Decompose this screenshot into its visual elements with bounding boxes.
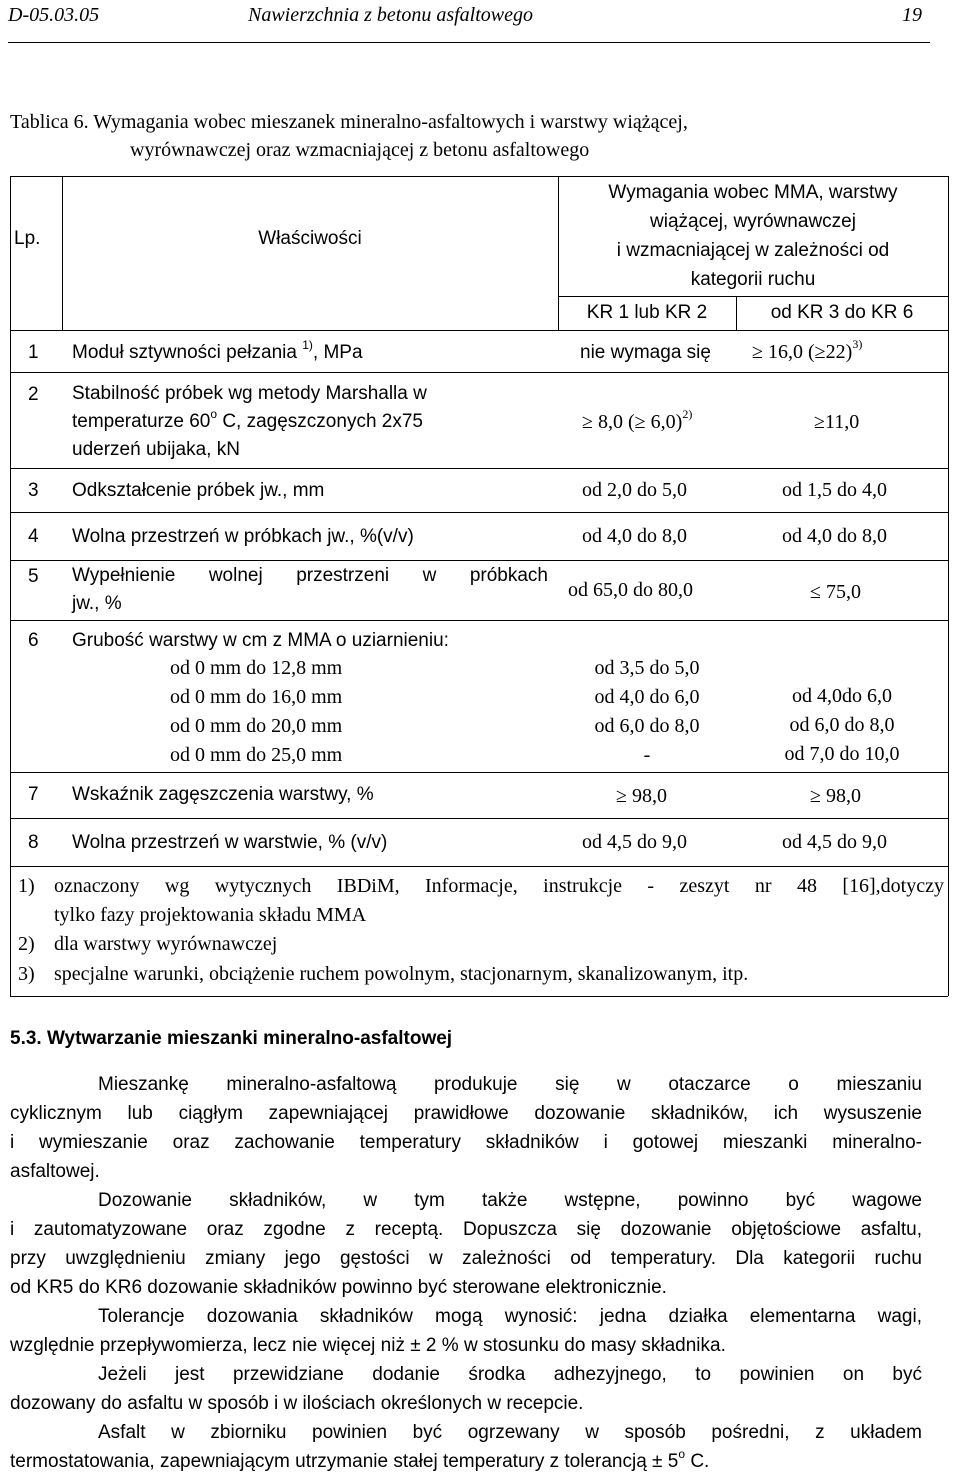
- section-heading: 5.3. Wytwarzanie mieszanki mineralno-asfaltowej: [10, 1028, 453, 1049]
- row-subitems: od 0 mm do 12,8 mm od 0 mm do 16,0 mm od 0 mm do 20,0 mm od 0 mm do 25,0 mm: [170, 657, 343, 766]
- col-header-lp: Lp.: [14, 228, 41, 249]
- row-value-kr12: od 2,0 do 5,0: [582, 479, 687, 501]
- col-header-kr36: od KR 3 do KR 6: [770, 302, 914, 323]
- footnote-text: oznaczony wg wytycznych IBDiM, Informacje, instrukcje - zeszyt nr 48 [16],dotyczy tylko fazy projektowania składu MMA: [54, 875, 944, 926]
- row-property: Wolna przestrzeń w próbkach jw., %(v/v): [72, 526, 414, 547]
- paragraph-5: Asfalt w zbiorniku powinien być ogrzewany w sposób pośredni, z układem termostatowania, zapewniającym utrzymanie stałej temperatury z tolerancją ± $5^o$ C.: [10, 1422, 922, 1472]
- row-number: 2: [28, 384, 39, 405]
- paragraph-1: Mieszankę mineralno-asfaltową produkuje się w otaczarce o mieszaniu cyklicznym lub ciągłym zapewniającej prawidłowe dozowanie składników, ich wysuszenie i wymieszanie oraz zachowanie temperatury składników i gotowej mieszanki mineralno- asfaltowej.: [10, 1074, 922, 1182]
- paragraph-2: Dozowanie składników, w tym także wstępne, powinno być wagowe i zautomatyzowane oraz zgodne z receptą. Dopuszcza się dozowanie objętościowe asfaltu, przy uwzględnieniu zmiany jego gęstości w zależności od temperatury. Dla kategorii ruchu od KR5 do KR6 dozowanie składników powinno być sterowane elektronicznie.: [10, 1190, 922, 1298]
- row-value-kr12: nie wymaga się: [580, 342, 711, 363]
- doc-title: Nawierzchnia z betonu asfaltowego: [248, 4, 533, 26]
- caption-line-2: wyrównawczej oraz wzmacniającej z betonu asfaltowego: [130, 139, 590, 161]
- row-value-kr12: od 4,0 do 8,0: [582, 525, 687, 547]
- grid-line: [558, 296, 948, 297]
- row-property: Wskaźnik zagęszczenia warstwy, %: [72, 784, 374, 805]
- row-value-kr36: ≤ 75,0: [810, 581, 861, 603]
- row-value-kr12: ≥ 98,0: [616, 785, 667, 807]
- grid-line: [10, 468, 948, 469]
- row-property: Odkształcenie próbek jw., mm: [72, 480, 325, 501]
- table-border-right: [948, 176, 949, 996]
- row-property: Stabilność próbek wg metody Marshalla w temperaturze 60$^o$ C, zagęszczonych 2x75 uderzeń ubijaka, kN: [72, 383, 427, 460]
- row-number: 4: [28, 526, 39, 547]
- grid-line: [10, 866, 948, 867]
- row-value-kr36: ≥11,0: [814, 411, 860, 433]
- req-line: i wzmacniającej w zależności od: [616, 240, 890, 261]
- requirements-table: [10, 176, 948, 996]
- row-value-kr36: ≥ 16,0 (≥22)$^{3)}$: [752, 337, 863, 363]
- row-value-kr36: od 4,0 do 8,0: [782, 525, 887, 547]
- footnote-text: specjalne warunki, obciążenie ruchem powolnym, stacjonarnym, skanalizowanym, itp.: [54, 963, 749, 985]
- grid-line: [10, 772, 948, 773]
- row-number: 3: [28, 480, 39, 501]
- row-number: 6: [28, 630, 39, 651]
- row-property: Moduł sztywności pełzania $^{1)}$, MPa: [72, 337, 363, 363]
- row-value-kr36: od 1,5 do 4,0: [782, 479, 887, 501]
- table-border-bottom: [10, 996, 948, 997]
- doc-code: D-05.03.05: [8, 4, 100, 26]
- row-value-kr12: od 4,5 do 9,0: [582, 831, 687, 853]
- col-header-requirements: [558, 178, 948, 294]
- footnote-marker: 2): [18, 933, 35, 955]
- table-caption: [10, 108, 940, 164]
- col-header-kr12: KR 1 lub KR 2: [586, 302, 708, 323]
- grid-line: [62, 176, 63, 330]
- row-number: 5: [28, 566, 39, 587]
- grid-line: [10, 372, 948, 373]
- header-rule: [8, 42, 930, 43]
- row-value-kr12: od 65,0 do 80,0: [568, 579, 693, 601]
- req-line: kategorii ruchu: [690, 269, 816, 290]
- req-line: wiążącej, wyrównawczej: [650, 211, 856, 232]
- footnote-text: dla warstwy wyrównawczej: [54, 933, 278, 955]
- col-header-properties: Właściwości: [258, 228, 362, 249]
- req-line: Wymagania wobec MMA, warstwy: [608, 182, 898, 203]
- footnote-marker: 1): [18, 875, 35, 897]
- paragraph-3: Tolerancje dozowania składników mogą wynosić: jedna działka elementarna wagi, względnie przepływomierza, lecz nie więcej niż ± 2 % w stosunku do masy składnika.: [10, 1306, 922, 1356]
- page-number: 19: [902, 4, 922, 26]
- table-border-left: [10, 176, 11, 996]
- row-number: 1: [28, 342, 39, 363]
- grid-line: [10, 620, 948, 621]
- row-value-kr36: od 4,5 do 9,0: [782, 831, 887, 853]
- table-border-top: [10, 176, 948, 177]
- paragraph-4: Jeżeli jest przewidziane dodanie środka adhezyjnego, to powinien on być dozowany do asfaltu w sposób i w ilościach określonych w recepcie.: [10, 1364, 922, 1414]
- row-property: Grubość warstwy w cm z MMA o uziarnieniu:: [72, 630, 449, 651]
- row-number: 8: [28, 832, 39, 853]
- row-value-kr36: od 4,0do 6,0 od 6,0 do 8,0 od 7,0 do 10,0: [784, 685, 900, 765]
- row-property: Wypełnienie wolnej przestrzeni w próbkach jw., %: [72, 565, 548, 614]
- grid-line: [10, 512, 948, 513]
- grid-line: [10, 560, 948, 561]
- row-value-kr36: ≥ 98,0: [810, 785, 861, 807]
- row-value-kr12: od 3,5 do 5,0 od 4,0 do 6,0 od 6,0 do 8,0 -: [594, 657, 700, 766]
- grid-line: [10, 330, 948, 331]
- row-value-kr12: ≥ 8,0 (≥ 6,0)$^{2)}$: [582, 407, 693, 433]
- row-property: Wolna przestrzeń w warstwie, % (v/v): [72, 832, 388, 853]
- grid-line: [10, 818, 948, 819]
- row-number: 7: [28, 784, 39, 805]
- footnote-marker: 3): [18, 963, 35, 985]
- caption-line-1: Tablica 6. Wymagania wobec mieszanek mineralno-asfaltowych i warstwy wiążącej,: [10, 111, 688, 133]
